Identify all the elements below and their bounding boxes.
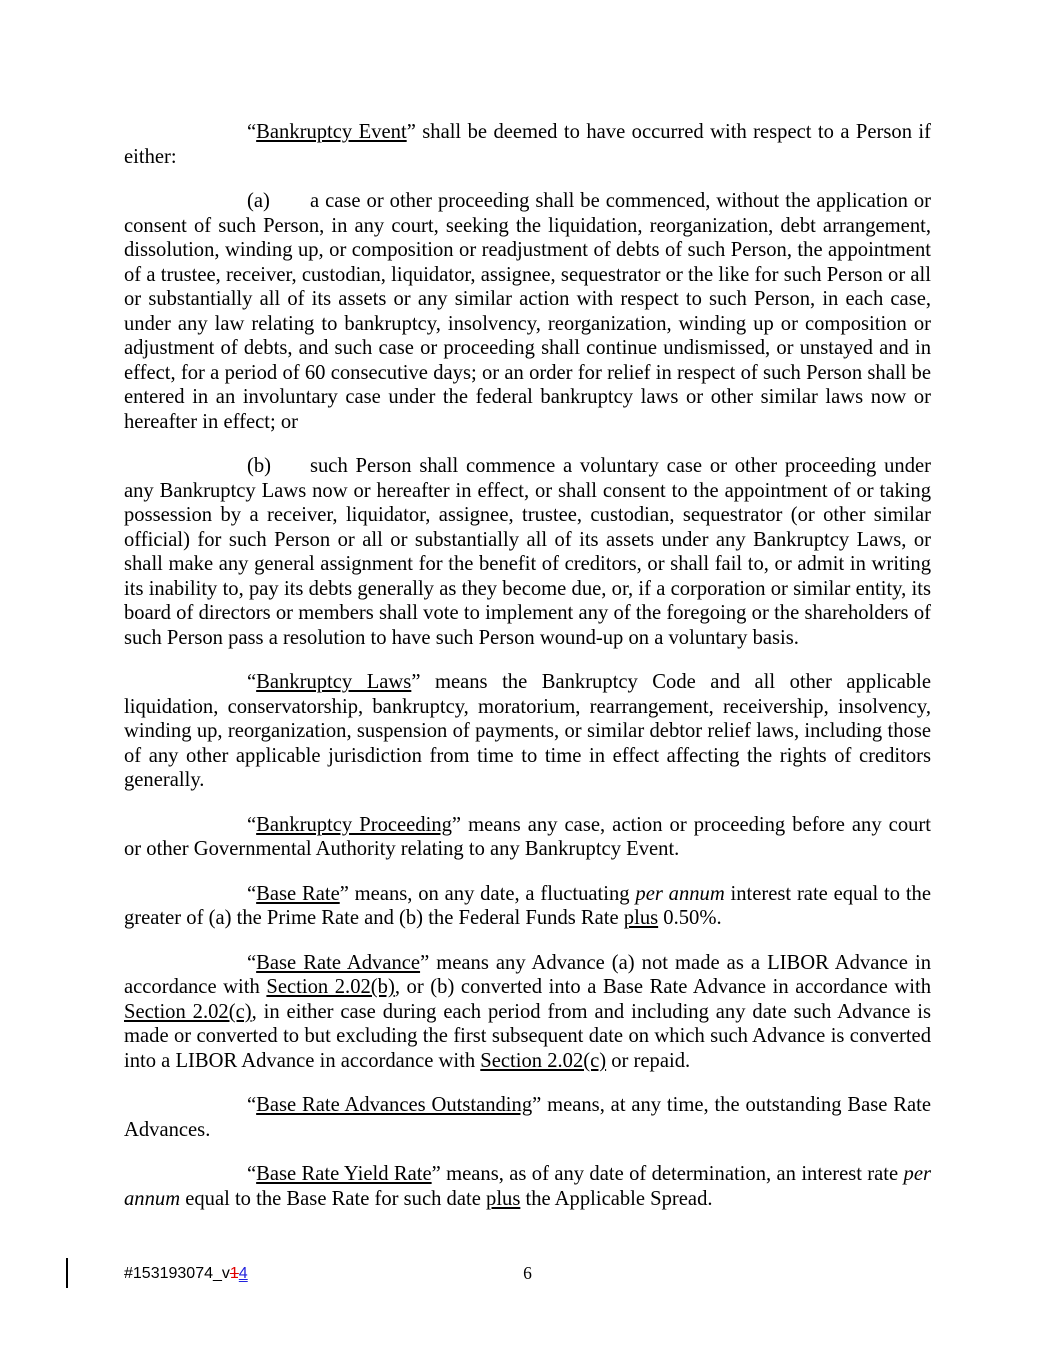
- section-reference: Section 2.02(b): [266, 976, 395, 998]
- open-quote: “: [247, 671, 257, 693]
- text-run: ” means, on any date, a fluctuating: [339, 882, 636, 905]
- text-run: equal to the Base Rate for such date: [180, 1187, 487, 1210]
- definition-bankruptcy-proceeding: [124, 813, 931, 862]
- text-run: ” means, at any time, the outstanding Base Rate Advances.: [124, 1094, 931, 1141]
- clause-b: [124, 454, 931, 650]
- open-quote: “: [247, 1163, 257, 1185]
- definition-base-rate: [124, 882, 931, 931]
- page-number: 6: [523, 1263, 532, 1283]
- document-body: [124, 120, 931, 1231]
- document-id-deleted-digit: 1: [229, 1265, 239, 1282]
- clause-a-text: a case or other proceeding shall be commenced, without the application or consent of such Person, in any court, seeking the liquidation, reorganization, debt arrangement, dissolution, winding up, or composition or readjustment of debts of such Person, the appointment of a trustee, receiver, custodian, liquidator, assignee, sequestrator or the like for such Person or all or substantially all of its assets or any similar action with respect to such Person, in each case, under any law relating to bankruptcy, insolvency, reorganization, winding up or composition or adjustment of debts, and such case or proceeding shall continue undismissed, or unstayed and in effect, for a period of 60 consecutive days; or an order for relief in respect of such Person shall be entered in an involuntary case under the federal bankruptcy laws or other similar laws now or hereafter in effect; or: [124, 190, 931, 433]
- defined-term-base-rate-advances-outstanding: Base Rate Advances Outstanding: [256, 1094, 533, 1116]
- text-run: 0.50%.: [658, 907, 722, 929]
- section-reference: Section 2.02(c): [480, 1049, 607, 1072]
- open-quote: “: [247, 882, 257, 905]
- defined-term-bankruptcy-laws: Bankruptcy Laws: [256, 671, 412, 693]
- section-reference: Section 2.02(c): [124, 1000, 252, 1023]
- defined-term-base-rate-advance: Base Rate Advance: [256, 951, 421, 974]
- defined-term-base-rate-yield-rate: Base Rate Yield Rate: [256, 1163, 432, 1185]
- underlined-word-plus: plus: [623, 907, 659, 929]
- text-run: ” shall be deemed to have occurred with respect to a Person if either:: [124, 121, 931, 168]
- text-run: interest rate equal to the greater of (a) the Prime Rate and (b) the Federal Funds Rate: [124, 882, 931, 929]
- latin-phrase-per-annum: per annum: [124, 1163, 931, 1210]
- definition-base-rate-yield-rate: [124, 1162, 931, 1211]
- definition-base-rate-advances-outstanding: [124, 1093, 931, 1142]
- text-run: ” means the Bankruptcy Code and all other applicable liquidation, conservatorship, bankruptcy, moratorium, rearrangement, receivership, insolvency, winding up, reorganization, suspension of payments, or similar debtor relief laws, including those of any other applicable jurisdiction from time to time in effect affecting the rights of creditors generally.: [124, 671, 931, 791]
- document-id-inserted-digit: 4: [238, 1265, 248, 1282]
- clause-b-text: such Person shall commence a voluntary case or other proceeding under any Bankruptcy Laws now or hereafter in effect, or shall consent to the appointment of or taking possession by a receiver, liquidator, assignee, trustee, custodian, sequestrator (or other similar official) for such Person or all or substantially all of its assets under any Bankruptcy Laws, or shall make any general assignment for the benefit of creditors, or shall fail to, or admit in writing its inability to, pay its debts generally as they become due, or, if a corporation or similar entity, its board of directors or members shall vote to implement any of the foregoing or the shareholders of such Person pass a resolution to have such Person wound-up on a voluntary basis.: [124, 455, 931, 649]
- text-run: or repaid.: [606, 1049, 691, 1072]
- open-quote: “: [247, 121, 257, 143]
- text-run: ” means any case, action or proceeding before any court or other Governmental Authority relating to any Bankruptcy Event.: [124, 813, 931, 860]
- text-run: , in either case during each period from and including any date such Advance is made or converted to but excluding the first subsequent date on which such Advance is converted into a LIBOR Advance in accordance with: [124, 1000, 931, 1072]
- document-id-prefix: #153193074_v: [124, 1265, 230, 1282]
- open-quote: “: [247, 1094, 257, 1116]
- text-run: ” means, as of any date of determination, an interest rate: [431, 1163, 904, 1185]
- defined-term-base-rate: Base Rate: [256, 882, 340, 905]
- definition-base-rate-advance: [124, 951, 931, 1074]
- text-run: ” means any Advance (a) not made as a LIBOR Advance in accordance with: [124, 951, 932, 998]
- clause-a: [124, 189, 931, 434]
- text-run: , or (b) converted into a Base Rate Advance in accordance with: [394, 976, 931, 998]
- defined-term-bankruptcy-proceeding: Bankruptcy Proceeding: [256, 813, 452, 836]
- underlined-word-plus: plus: [486, 1187, 521, 1210]
- definition-bankruptcy-event: [124, 120, 931, 169]
- text-run: the Applicable Spread.: [520, 1187, 713, 1210]
- clause-a-label: (a): [247, 190, 270, 212]
- clause-b-label: (b): [247, 455, 272, 477]
- defined-term-bankruptcy-event: Bankruptcy Event: [256, 121, 407, 143]
- definition-bankruptcy-laws: [124, 670, 931, 793]
- open-quote: “: [247, 813, 257, 836]
- open-quote: “: [247, 951, 257, 974]
- latin-phrase-per-annum: per annum: [635, 882, 725, 905]
